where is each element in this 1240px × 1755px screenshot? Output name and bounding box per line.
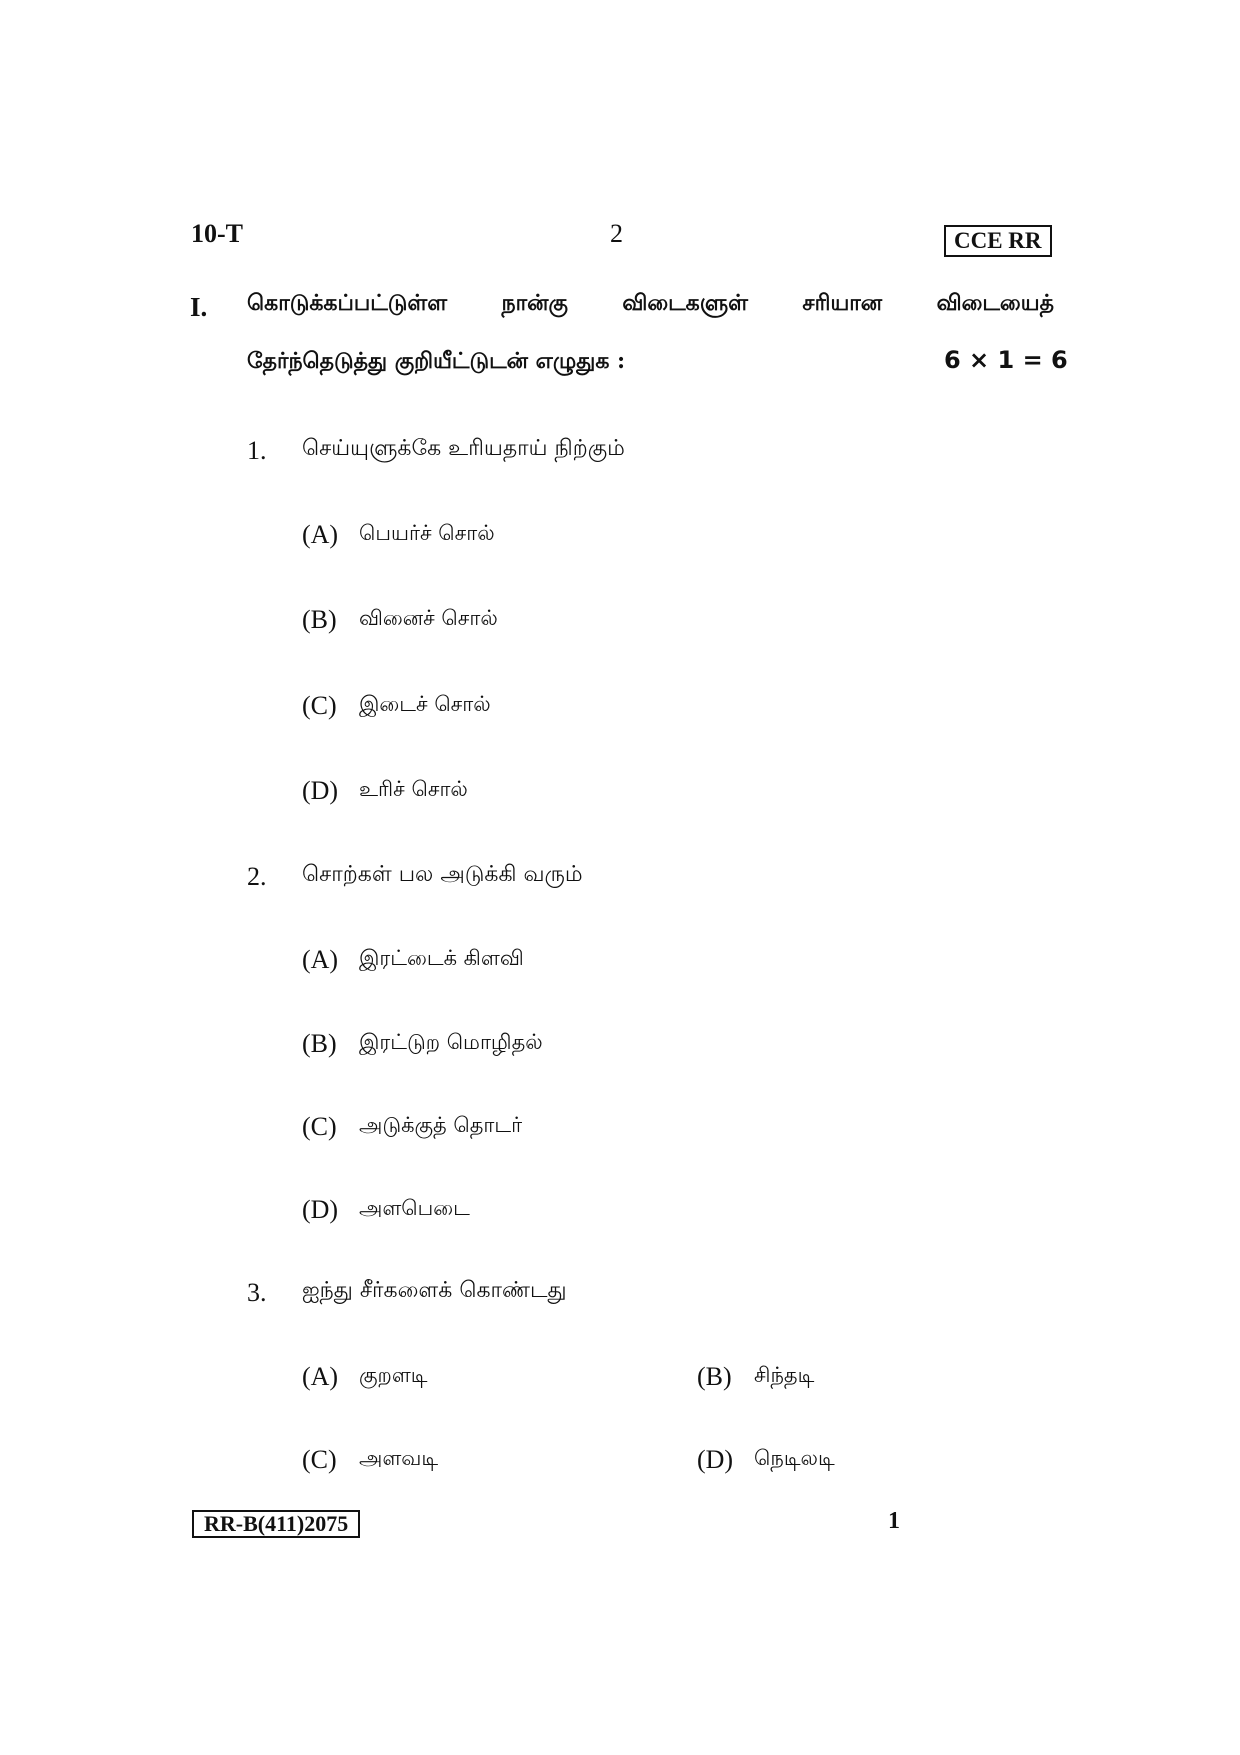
option-label: (C)	[302, 691, 337, 720]
option-label: (D)	[302, 776, 339, 805]
question-text: ஐந்து சீர்களைக் கொண்டது	[302, 1278, 567, 1303]
option-label: (C)	[302, 1445, 337, 1474]
option-text: அடுக்குத் தொடர்	[359, 1113, 523, 1137]
exam-tag-box: CCE RR	[944, 225, 1052, 257]
section-instruction-line2: தேர்ந்தெடுத்து குறியீட்டுடன் எழுதுக :	[247, 348, 626, 374]
question-number: 1.	[247, 436, 267, 465]
instruction-word: சரியான	[802, 290, 883, 316]
question-text: செய்யுளுக்கே உரியதாய் நிற்கும்	[302, 436, 625, 461]
option-label: (D)	[302, 1195, 339, 1224]
option-label: (D)	[697, 1445, 734, 1474]
option-text: அளவடி	[359, 1446, 439, 1470]
option-text: உரிச் சொல்	[359, 777, 468, 801]
instruction-word: கொடுக்கப்பட்டுள்ள	[247, 290, 448, 316]
footer-code-box: RR-B(411)2075	[192, 1510, 360, 1538]
footer-sheet-number: 1	[888, 1508, 900, 1534]
option-label: (A)	[302, 520, 339, 549]
option-text: அளபெடை	[359, 1196, 470, 1220]
question-number: 2.	[247, 862, 267, 891]
page-number: 2	[610, 219, 623, 248]
option-text: பெயர்ச் சொல்	[359, 521, 495, 545]
option-label: (B)	[697, 1362, 732, 1391]
instruction-word: நான்கு	[501, 290, 568, 316]
option-text: நெடிலடி	[754, 1446, 835, 1470]
option-text: இரட்டைக் கிளவி	[359, 946, 524, 970]
option-text: குறளடி	[359, 1363, 428, 1387]
option-label: (B)	[302, 1029, 337, 1058]
option-label: (A)	[302, 945, 339, 974]
question-number: 3.	[247, 1278, 267, 1307]
option-text: சிந்தடி	[754, 1363, 815, 1387]
question-text: சொற்கள் பல அடுக்கி வரும்	[302, 862, 583, 887]
option-label: (A)	[302, 1362, 339, 1391]
paper-code: 10-T	[191, 219, 243, 248]
option-text: இரட்டுற மொழிதல்	[359, 1030, 543, 1054]
option-text: இடைச் சொல்	[359, 692, 491, 716]
instruction-word: விடையைத்	[936, 290, 1054, 316]
option-label: (B)	[302, 605, 337, 634]
section-number: I.	[190, 292, 208, 322]
section-marks: 6 × 1 = 6	[944, 346, 1068, 374]
instruction-word: விடைகளுள்	[622, 290, 748, 316]
option-label: (C)	[302, 1112, 337, 1141]
section-instruction-line1	[247, 290, 1054, 319]
option-text: வினைச் சொல்	[359, 606, 498, 630]
